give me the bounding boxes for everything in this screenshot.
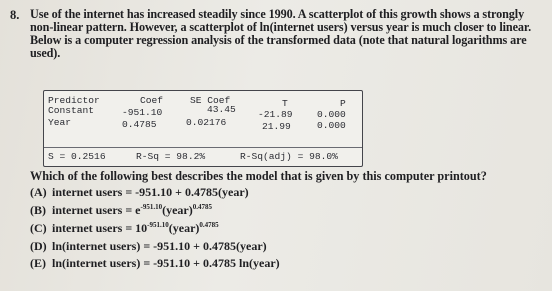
option-exponent: 0.4785 <box>192 203 212 211</box>
row-year-se: 0.02176 <box>186 117 227 128</box>
row-constant-coef: -951.10 <box>122 107 163 118</box>
option-exponent: 0.4785 <box>199 221 219 229</box>
header-p: P <box>340 98 346 109</box>
option-text: ln(internet users) = -951.10 + 0.4785(year) <box>52 239 267 253</box>
row-constant-predictor: Constant <box>48 105 95 116</box>
row-year-coef: 0.4785 <box>122 119 157 130</box>
row-constant-p: 0.000 <box>317 109 346 120</box>
stem-line: non-linear pattern. However, a scatterplot of ln(internet users) versus year is much closer to linear. <box>30 20 532 34</box>
option-letter: (B) <box>30 203 46 217</box>
option-exponent: -951.10 <box>140 203 163 211</box>
option-c[interactable] <box>30 221 219 235</box>
option-a[interactable] <box>30 185 249 199</box>
header-se-coef: SE Coef <box>190 95 231 106</box>
stem-line: used). <box>30 46 61 60</box>
header-predictor: Predictor <box>48 95 100 106</box>
question-number: 8. <box>10 8 20 22</box>
option-text: internet users = 10 <box>52 221 148 235</box>
summary-s: S = 0.2516 <box>48 151 106 162</box>
regression-output-box <box>43 90 363 167</box>
option-text: internet users = e <box>52 203 141 217</box>
option-letter: (E) <box>30 256 46 270</box>
option-d[interactable] <box>30 239 267 253</box>
option-text: (year) <box>162 203 193 217</box>
option-e[interactable] <box>30 256 280 270</box>
option-letter: (C) <box>30 221 47 235</box>
row-constant-se: 43.45 <box>207 104 236 115</box>
question-stem <box>30 8 542 60</box>
option-letter: (D) <box>30 239 47 253</box>
row-constant-t: -21.89 <box>258 109 293 120</box>
option-text: (year) <box>168 221 200 235</box>
summary-r-sq-adj: R-Sq(adj) = 98.0% <box>240 151 338 162</box>
output-divider <box>44 147 362 148</box>
header-coef: Coef <box>140 95 164 106</box>
option-text: ln(internet users) = -951.10 + 0.4785 ln(year) <box>52 256 280 270</box>
row-year-p: 0.000 <box>317 120 346 131</box>
summary-r-sq: R-Sq = 98.2% <box>136 151 206 162</box>
row-year-t: 21.99 <box>262 121 291 132</box>
option-b[interactable] <box>30 203 212 217</box>
question-prompt: Which of the following best describes the model that is given by this computer printout? <box>30 169 487 183</box>
stem-line: Below is a computer regression analysis of the transformed data (note that natural logarithms are <box>30 33 527 47</box>
row-year-predictor: Year <box>48 117 72 128</box>
option-text: internet users = -951.10 + 0.4785(year) <box>52 185 249 199</box>
option-exponent: -951.10 <box>147 221 169 229</box>
stem-line: Use of the internet has increased steadily since 1990. A scatterplot of this growth shows a strongly <box>30 7 525 21</box>
header-t: T <box>282 98 288 109</box>
option-letter: (A) <box>30 185 47 199</box>
